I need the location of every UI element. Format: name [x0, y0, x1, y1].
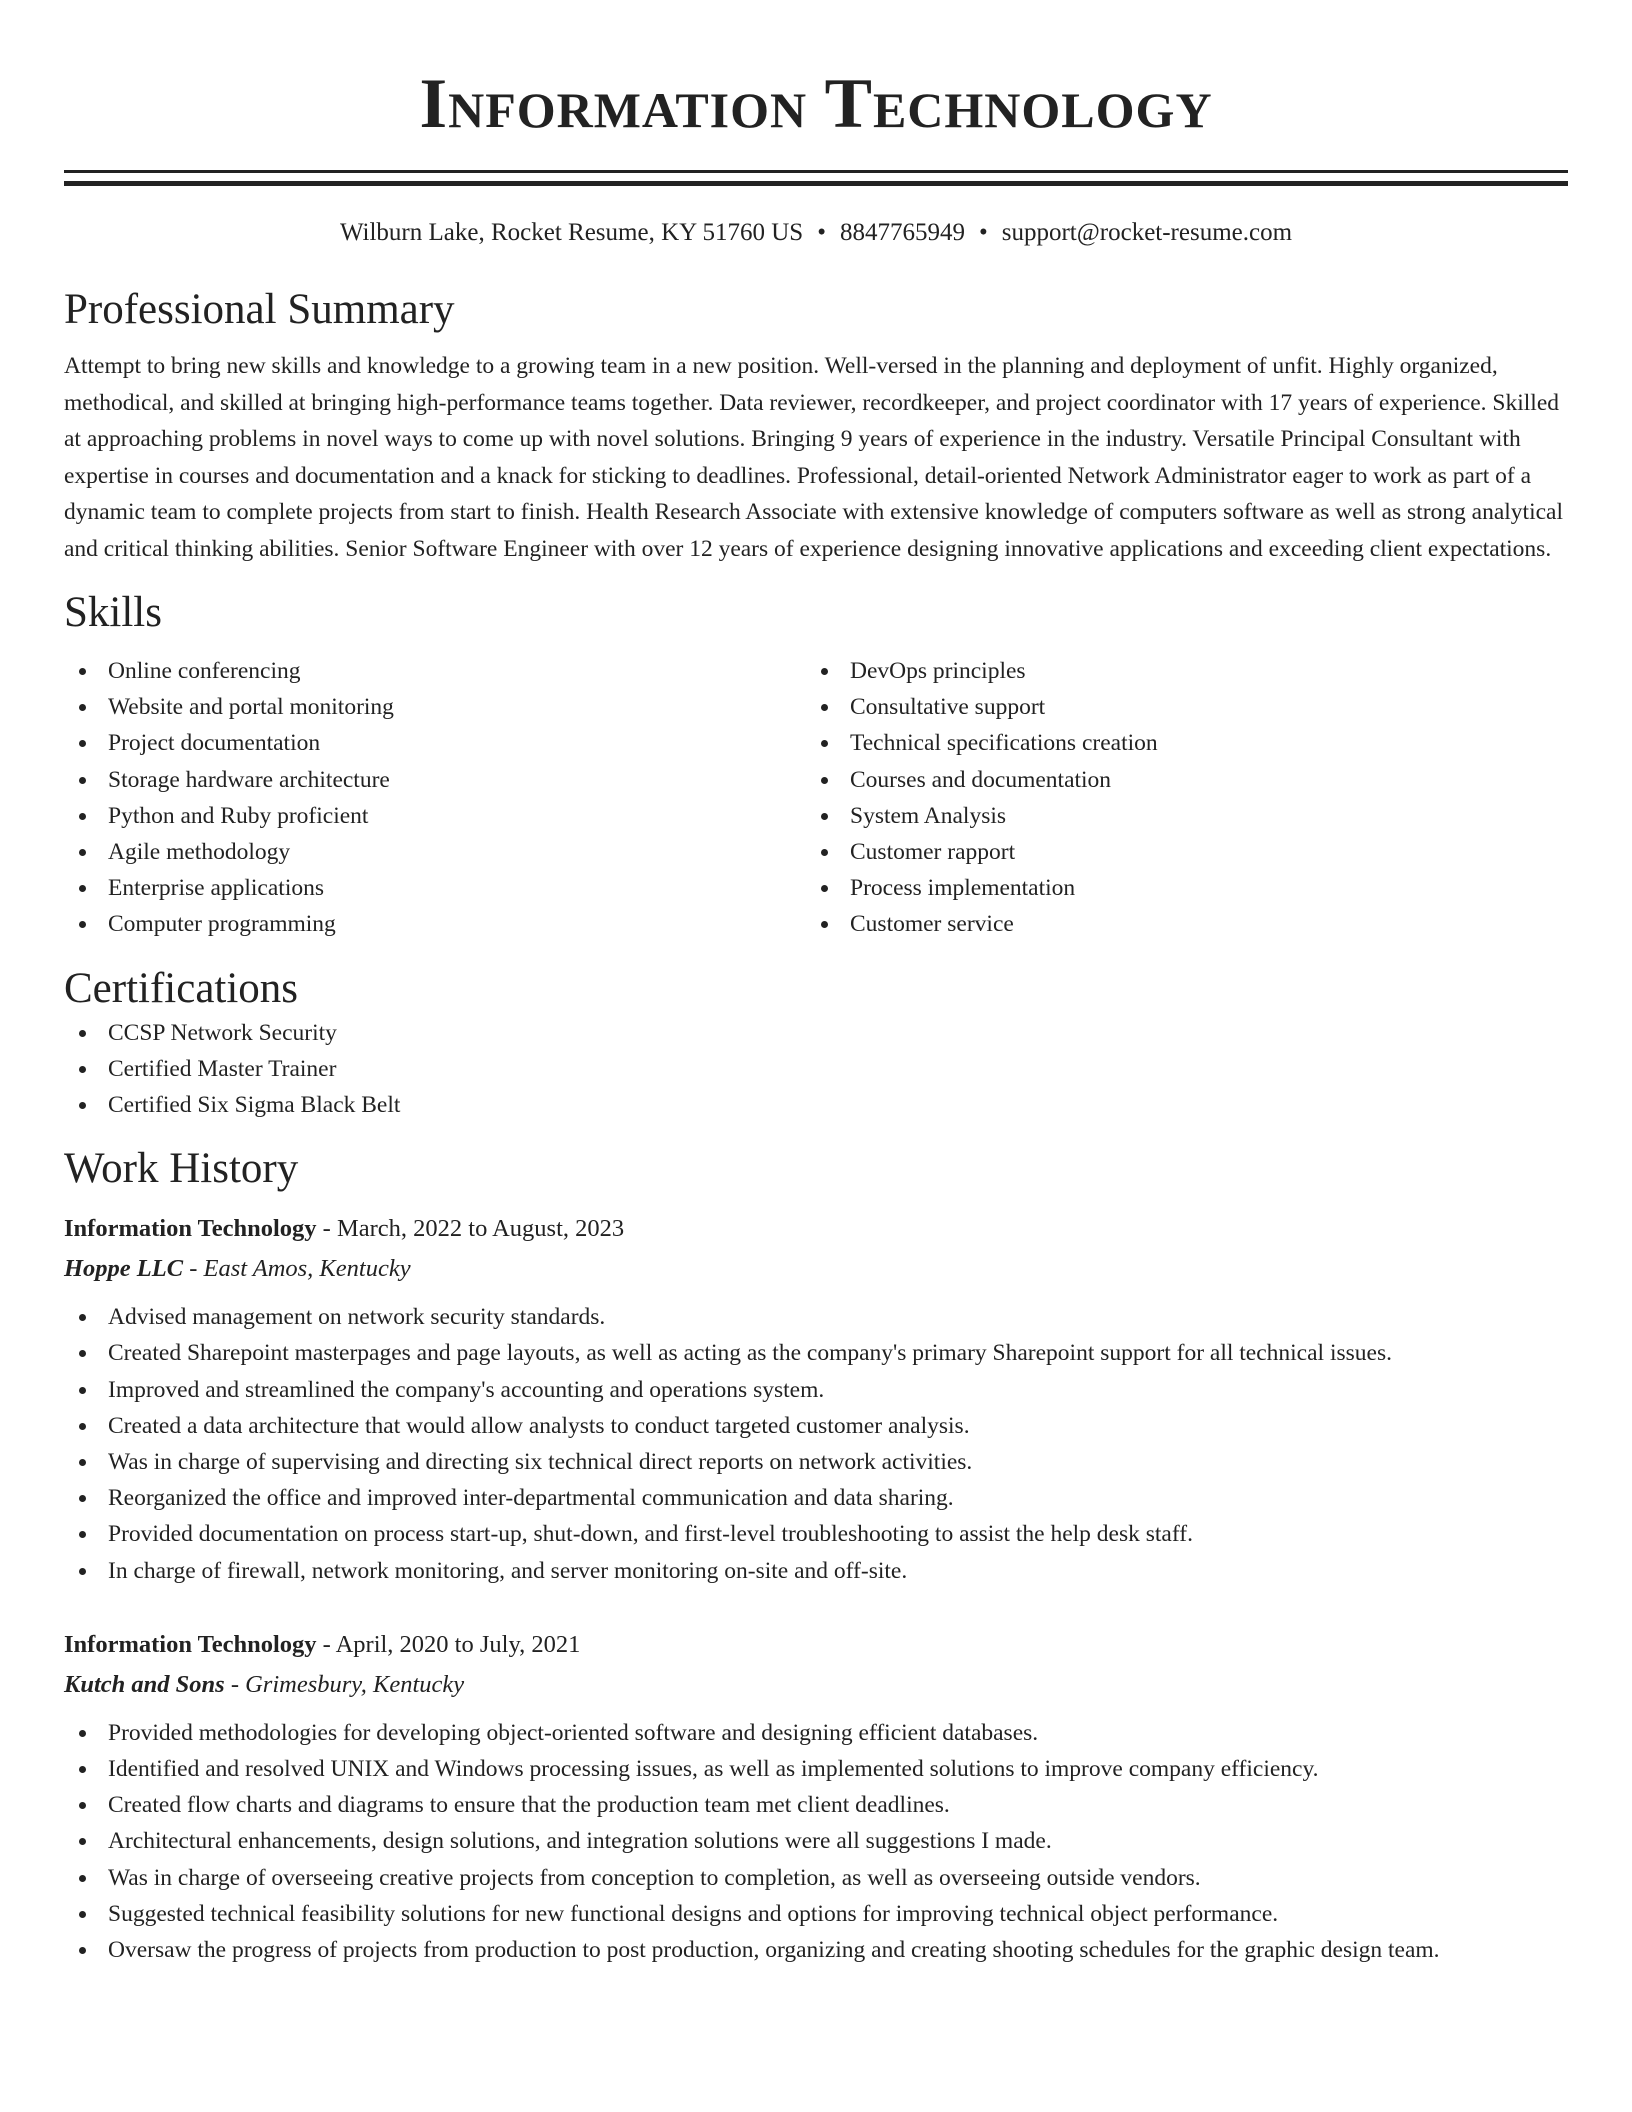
job-duty-item	[64, 1408, 1568, 1444]
contact-email: support@rocket-resume.com	[1001, 219, 1293, 246]
skill-label: Online conferencing	[108, 658, 301, 684]
bullet-icon	[821, 813, 828, 820]
job-duty-text: Reorganized the office and improved inter-departmental communication and data sharing.	[108, 1485, 954, 1512]
job-duty-text: Created flow charts and diagrams to ensure that the production team met client deadlines.	[108, 1792, 950, 1819]
skill-label: Website and portal monitoring	[108, 694, 394, 721]
bullet-icon	[79, 1102, 86, 1109]
certification-label: CCSP Network Security	[108, 1019, 337, 1046]
skill-item	[64, 870, 806, 906]
job-duty-item	[64, 1299, 1568, 1335]
certification-label: Certified Six Sigma Black Belt	[108, 1092, 401, 1119]
skill-item	[64, 725, 806, 761]
job-duty-item	[64, 1896, 1568, 1932]
skill-label: DevOps principles	[850, 658, 1026, 684]
job-duty-item	[64, 1860, 1568, 1896]
bullet-icon	[79, 1314, 86, 1321]
skills-column-left	[64, 653, 806, 943]
skill-item	[806, 725, 1548, 761]
company-name: Hoppe LLC	[64, 1255, 184, 1283]
bullet-icon	[79, 777, 86, 784]
job-duty-text: Architectural enhancements, design solutions, and integration solutions were all suggestions I made.	[108, 1828, 1052, 1855]
skill-item	[64, 689, 806, 725]
job-duty-item	[64, 1787, 1568, 1823]
company-location: - East Amos, Kentucky	[189, 1255, 411, 1283]
bullet-icon	[79, 1531, 86, 1538]
bullet-icon	[79, 1730, 86, 1737]
job-duty-text: Improved and streamlined the company's accounting and operations system.	[108, 1376, 825, 1403]
skill-item	[64, 834, 806, 870]
contact-address: Wilburn Lake, Rocket Resume, KY 51760 US	[339, 219, 804, 246]
contact-line	[64, 216, 1568, 250]
header-divider	[64, 170, 1568, 186]
job-duty-item	[64, 1516, 1568, 1552]
bullet-icon	[79, 813, 86, 820]
job-duty-item	[64, 1372, 1568, 1408]
job-duty-item	[64, 1335, 1568, 1371]
job-dates: - April, 2020 to July, 2021	[322, 1630, 581, 1658]
job-duty-text: Oversaw the progress of projects from production to post production, organizing and creating shooting schedules for the graphic design team.	[108, 1937, 1440, 1964]
job-entry	[64, 1625, 1568, 1968]
skill-label: Enterprise applications	[108, 875, 324, 902]
job-duty-item	[64, 1553, 1568, 1589]
skill-item	[806, 906, 1548, 942]
work-history-heading: Work History	[64, 1145, 299, 1193]
skill-label: Courses and documentation	[850, 766, 1112, 793]
bullet-icon	[821, 885, 828, 892]
bullet-icon	[79, 1459, 86, 1466]
skill-item	[806, 834, 1548, 870]
bullet-icon	[79, 1387, 86, 1394]
skill-label: System Analysis	[850, 802, 1007, 829]
skill-item	[64, 653, 806, 689]
bullet-icon	[79, 849, 86, 856]
job-duty-item	[64, 1823, 1568, 1859]
skill-item	[806, 653, 1548, 689]
company-location: - Grimesbury, Kentucky	[230, 1670, 465, 1698]
bullet-icon	[79, 668, 86, 675]
bullet-icon	[79, 921, 86, 928]
bullet-icon	[79, 885, 86, 892]
bullet-icon	[79, 1838, 86, 1845]
skill-label: Process implementation	[850, 875, 1076, 902]
skills-list-left	[64, 653, 806, 943]
job-duty-text: Was in charge of overseeing creative projects from conception to completion, as well as overseeing outside vendors.	[108, 1864, 1201, 1891]
job-duties-list	[64, 1299, 1568, 1589]
summary-heading: Professional Summary	[64, 286, 455, 333]
bullet-icon	[79, 1802, 86, 1809]
bullet-icon	[821, 668, 828, 675]
company-line	[64, 1665, 1568, 1705]
summary-text: Attempt to bring new skills and knowledge to a growing team in a new position. Well-versed in the planning and deployment of unfit. Highly organized, methodical, and skilled at bringing high-performance teams together. Data reviewer, recordkeeper, and project coordinator with 17 years of experience. Skilled at approaching problems in novel ways to come up with novel solutions. Bringing 9 years of experience in the industry. Versatile Principal Consultant with expertise in courses and documentation and a knack for sticking to deadlines. Professional, detail-oriented Network Administrator eager to work as part of a dynamic team to complete projects from start to finish. Health Research Associate with extensive knowledge of computers software as well as strong analytical and critical thinking abilities. Senior Software Engineer with over 12 years of experience designing innovative applications and exceeding client expectations.	[64, 353, 1563, 562]
skill-item	[806, 870, 1548, 906]
job-title: Information Technology	[64, 1630, 317, 1658]
bullet-icon	[79, 1568, 86, 1575]
skills-grid	[64, 653, 1568, 943]
skill-label: Agile methodology	[108, 839, 291, 866]
bullet-icon	[79, 1947, 86, 1954]
skills-list-right	[806, 653, 1548, 943]
bullet-icon	[79, 1495, 86, 1502]
skill-item	[64, 762, 806, 798]
job-duty-item	[64, 1751, 1568, 1787]
job-duty-text: Created a data architecture that would allow analysts to conduct targeted customer analysis.	[108, 1412, 970, 1439]
certification-item	[64, 1087, 1568, 1123]
bullet-icon	[821, 921, 828, 928]
contact-phone: 8847765949	[839, 219, 965, 246]
job-duty-item	[64, 1480, 1568, 1516]
skills-heading: Skills	[64, 589, 162, 636]
job-duty-text: Suggested technical feasibility solutions for new functional designs and options for improving technical object performance.	[108, 1900, 1279, 1927]
certification-item	[64, 1051, 1568, 1087]
job-duty-text: Provided methodologies for developing object-oriented software and designing efficient databases.	[108, 1719, 1039, 1746]
bullet-icon	[79, 1066, 86, 1073]
job-entry	[64, 1209, 1568, 1589]
skill-label: Technical specifications creation	[850, 730, 1158, 757]
certifications-heading: Certifications	[64, 964, 299, 1012]
bullet-icon	[79, 1875, 86, 1882]
job-duty-item	[64, 1715, 1568, 1751]
job-title-line	[64, 1625, 1568, 1665]
skill-item	[806, 798, 1548, 834]
skill-label: Customer service	[850, 911, 1014, 938]
job-duty-text: In charge of firewall, network monitoring, and server monitoring on-site and off-site.	[108, 1557, 908, 1584]
job-duty-text: Identified and resolved UNIX and Windows processing issues, as well as implemented solutions to improve company efficiency.	[108, 1756, 1319, 1783]
bullet-icon	[79, 704, 86, 711]
skill-item	[806, 762, 1548, 798]
job-duty-item	[64, 1444, 1568, 1480]
skill-item	[64, 798, 806, 834]
certification-item	[64, 1015, 1568, 1051]
contact-separator: •	[817, 219, 826, 246]
bullet-icon	[821, 777, 828, 784]
job-duty-text: Provided documentation on process start-up, shut-down, and first-level troubleshooting to assist the help desk staff.	[108, 1521, 1193, 1548]
skill-item	[806, 689, 1548, 725]
bullet-icon	[79, 1911, 86, 1918]
bullet-icon	[821, 740, 828, 747]
skill-label: Computer programming	[108, 911, 336, 938]
contact-separator: •	[978, 219, 988, 246]
bullet-icon	[821, 704, 828, 711]
bullet-icon	[79, 740, 86, 747]
company-line	[64, 1249, 1568, 1289]
job-duty-text: Created Sharepoint masterpages and page layouts, as well as acting as the company's primary Sharepoint support for all technical issues.	[108, 1340, 1392, 1367]
skill-label: Python and Ruby proficient	[108, 802, 369, 829]
job-dates: - March, 2022 to August, 2023	[322, 1215, 625, 1243]
bullet-icon	[79, 1030, 86, 1037]
bullet-icon	[79, 1423, 86, 1430]
skill-label: Storage hardware architecture	[108, 766, 390, 793]
job-title-line	[64, 1209, 1568, 1249]
certifications-list	[64, 1015, 1568, 1124]
bullet-icon	[821, 849, 828, 856]
job-duty-text: Advised management on network security standards.	[108, 1304, 606, 1331]
job-title: Information Technology	[64, 1215, 317, 1243]
skill-label: Customer rapport	[850, 839, 1016, 866]
bullet-icon	[79, 1350, 86, 1357]
skill-item	[64, 906, 806, 942]
job-duty-item	[64, 1932, 1568, 1968]
company-name: Kutch and Sons	[64, 1670, 225, 1698]
skills-column-right	[806, 653, 1548, 943]
skill-label: Consultative support	[850, 694, 1046, 721]
resume-name: Information Technology	[419, 65, 1213, 143]
certification-label: Certified Master Trainer	[108, 1055, 337, 1082]
job-duties-list	[64, 1715, 1568, 1968]
job-duty-text: Was in charge of supervising and directing six technical direct reports on network activities.	[108, 1449, 973, 1476]
bullet-icon	[79, 1766, 86, 1773]
skill-label: Project documentation	[108, 730, 321, 757]
